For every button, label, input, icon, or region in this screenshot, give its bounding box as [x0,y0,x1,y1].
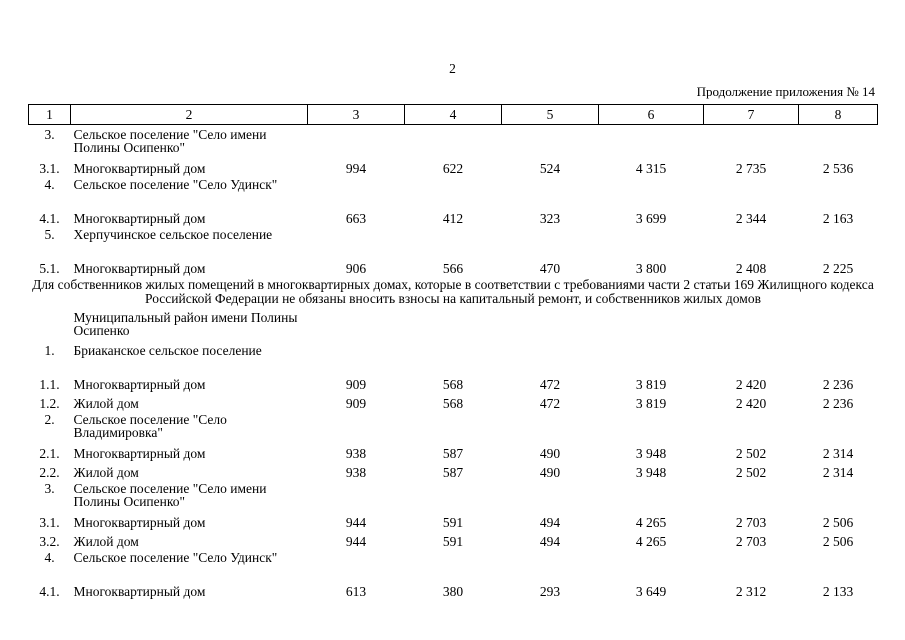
value-cell: 3 819 [635,377,667,392]
tariff-table [28,104,878,598]
row-number: 3. [44,127,55,142]
empty-cell [704,479,799,510]
empty-cell [502,548,599,579]
value-cell: 2 502 [735,446,767,461]
value-cell: 3 800 [635,261,667,276]
value-cell: 2 314 [822,465,854,480]
value-cell: 906 [345,261,367,276]
row-label: Жилой дом [73,465,139,480]
section-title: Сельское поселение "Село Удинск" [73,550,278,565]
value-cell: 944 [345,534,367,549]
row-number: 1.2. [39,396,60,411]
empty-cell [405,225,502,256]
empty-cell [308,548,405,579]
empty-cell [502,225,599,256]
value-cell: 293 [539,584,561,599]
value-cell: 2 225 [822,261,854,276]
table-row [29,579,878,598]
table-row [29,460,878,479]
section-title: Херпучинское сельское поселение [73,227,273,242]
value-cell: 568 [442,377,464,392]
table-row [29,479,878,510]
row-label: Многоквартирный дом [73,515,206,530]
value-cell: 591 [442,515,464,530]
table-row [29,125,878,157]
value-cell: 2 506 [822,534,854,549]
table-header [29,105,878,125]
section-title: Сельское поселение "Село имени Полины Осипенко" [73,127,267,155]
value-cell: 472 [539,377,561,392]
row-number: 4. [44,177,55,192]
header-row [29,105,878,125]
value-cell: 587 [442,446,464,461]
table-row [29,391,878,410]
header-col: 3 [308,105,405,125]
value-cell: 587 [442,465,464,480]
empty-cell [502,341,599,372]
value-cell: 490 [539,446,561,461]
value-cell: 323 [539,211,561,226]
empty-cell [502,309,599,341]
empty-cell [704,548,799,579]
value-cell: 490 [539,465,561,480]
empty-cell [308,341,405,372]
empty-cell [308,125,405,157]
row-number: 3.1. [39,515,60,530]
table-row [29,175,878,206]
empty-cell [704,125,799,157]
empty-cell [799,309,878,341]
value-cell: 938 [345,465,367,480]
value-cell: 2 735 [735,161,767,176]
row-number: 3.1. [39,161,60,176]
value-cell: 2 502 [735,465,767,480]
empty-cell [405,125,502,157]
row-label: Многоквартирный дом [73,377,206,392]
section-title: Муниципальный район имени Полины Осипенко [73,310,298,338]
empty-cell [308,479,405,510]
value-cell: 2 236 [822,377,854,392]
empty-cell [502,410,599,441]
empty-cell [704,410,799,441]
table-row [29,156,878,175]
section-note: Для собственников жилых помещений в многоквартирных домах, которые в соответствии с требованиями части 2 статьи 169 Жилищного кодекса Российской Федерации не обязаны вносить взносы на капитальный ремонт, и собственников жилых домов [32,277,874,306]
empty-cell [308,309,405,341]
empty-cell [502,175,599,206]
empty-cell [704,341,799,372]
empty-cell [799,175,878,206]
header-col: 1 [29,105,71,125]
section-title: Сельское поселение "Село Владимировка" [73,412,227,440]
table-row [29,256,878,275]
value-cell: 2 236 [822,396,854,411]
value-cell: 2 163 [822,211,854,226]
empty-cell [799,341,878,372]
value-cell: 2 314 [822,446,854,461]
value-cell: 2 703 [735,534,767,549]
row-label: Многоквартирный дом [73,261,206,276]
value-cell: 3 649 [635,584,667,599]
empty-cell [704,225,799,256]
value-cell: 2 408 [735,261,767,276]
value-cell: 566 [442,261,464,276]
value-cell: 380 [442,584,464,599]
value-cell: 2 420 [735,396,767,411]
row-label: Многоквартирный дом [73,211,206,226]
value-cell: 494 [539,534,561,549]
empty-cell [799,125,878,157]
row-number: 2.2. [39,465,60,480]
empty-cell [308,175,405,206]
page-number: 2 [449,61,456,76]
value-cell: 2 133 [822,584,854,599]
table-body [29,125,878,599]
table-row [29,341,878,372]
section-title: Бриаканское сельское поселение [73,343,262,358]
value-cell: 470 [539,261,561,276]
table-row [29,529,878,548]
value-cell: 591 [442,534,464,549]
table-row [29,510,878,529]
value-cell: 524 [539,161,561,176]
value-cell: 2 703 [735,515,767,530]
empty-cell [799,548,878,579]
row-label: Многоквартирный дом [73,584,206,599]
header-col: 6 [599,105,704,125]
row-number: 2.1. [39,446,60,461]
header-col: 2 [71,105,308,125]
section-title: Сельское поселение "Село имени Полины Осипенко" [73,481,267,509]
value-cell: 4 265 [635,534,667,549]
value-cell: 472 [539,396,561,411]
value-cell: 3 948 [635,465,667,480]
header-col: 7 [704,105,799,125]
value-cell: 2 312 [735,584,767,599]
table-row [29,548,878,579]
empty-cell [405,341,502,372]
value-cell: 2 536 [822,161,854,176]
header-col: 5 [502,105,599,125]
row-number: 4.1. [39,211,60,226]
table-row [29,206,878,225]
row-number [29,309,71,341]
empty-cell [599,548,704,579]
table-row [29,372,878,391]
table-row [29,225,878,256]
continuation-label: Продолжение приложения № 14 [696,84,875,99]
value-cell: 613 [345,584,367,599]
row-label: Многоквартирный дом [73,161,206,176]
empty-cell [599,341,704,372]
empty-cell [308,410,405,441]
value-cell: 4 265 [635,515,667,530]
empty-cell [405,410,502,441]
value-cell: 938 [345,446,367,461]
row-number: 4. [44,550,55,565]
row-number: 3. [44,481,55,496]
value-cell: 944 [345,515,367,530]
value-cell: 412 [442,211,464,226]
value-cell: 4 315 [635,161,667,176]
empty-cell [405,309,502,341]
value-cell: 663 [345,211,367,226]
empty-cell [599,175,704,206]
value-cell: 568 [442,396,464,411]
header-col: 4 [405,105,502,125]
empty-cell [599,410,704,441]
empty-cell [799,225,878,256]
row-number: 2. [44,412,55,427]
header-col: 8 [799,105,878,125]
value-cell: 909 [345,377,367,392]
value-cell: 2 420 [735,377,767,392]
value-cell: 3 819 [635,396,667,411]
empty-cell [704,175,799,206]
value-cell: 3 948 [635,446,667,461]
empty-cell [502,479,599,510]
section-title: Сельское поселение "Село Удинск" [73,177,278,192]
row-number: 3.2. [39,534,60,549]
value-cell: 994 [345,161,367,176]
row-label: Жилой дом [73,396,139,411]
row-number: 1.1. [39,377,60,392]
row-label: Жилой дом [73,534,139,549]
row-number: 5. [44,227,55,242]
empty-cell [405,479,502,510]
empty-cell [599,225,704,256]
value-cell: 2 344 [735,211,767,226]
value-cell: 2 506 [822,515,854,530]
value-cell: 909 [345,396,367,411]
empty-cell [799,410,878,441]
empty-cell [599,479,704,510]
value-cell: 3 699 [635,211,667,226]
row-label: Многоквартирный дом [73,446,206,461]
table-row [29,441,878,460]
row-number: 1. [44,343,55,358]
empty-cell [599,309,704,341]
empty-cell [308,225,405,256]
value-cell: 622 [442,161,464,176]
empty-cell [502,125,599,157]
table-row [29,275,878,309]
empty-cell [405,175,502,206]
empty-cell [799,479,878,510]
table-row [29,410,878,441]
table-row [29,309,878,341]
empty-cell [405,548,502,579]
row-number: 5.1. [39,261,60,276]
empty-cell [704,309,799,341]
empty-cell [599,125,704,157]
row-number: 4.1. [39,584,60,599]
value-cell: 494 [539,515,561,530]
